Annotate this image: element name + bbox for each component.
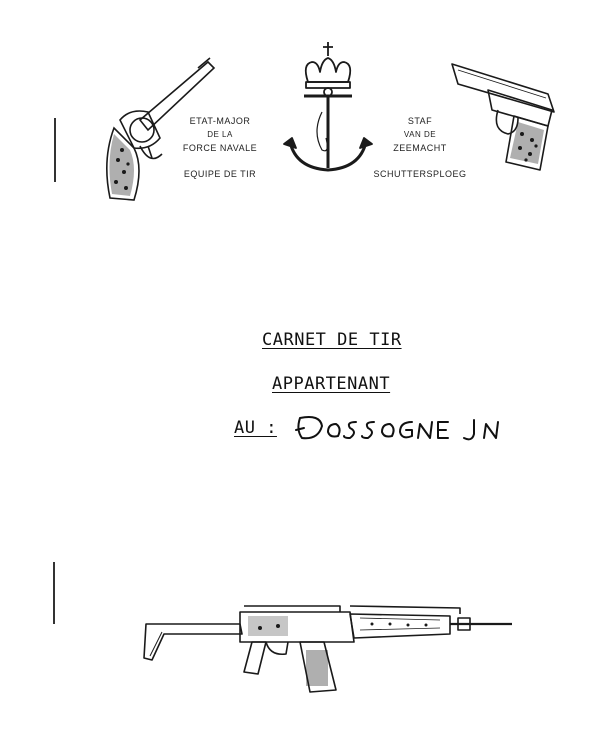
page-subtitle: APPARTENANT xyxy=(272,374,391,394)
header-left-line4: EQUIPE DE TIR xyxy=(183,169,257,179)
header-right-line1: STAF xyxy=(407,116,433,126)
page-title: CARNET DE TIR xyxy=(262,330,402,350)
pistol-icon xyxy=(448,50,568,180)
owner-signature-drawing xyxy=(294,406,510,446)
header-right-line3: ZEEMACHT xyxy=(393,143,447,153)
assault-rifle-icon xyxy=(140,598,520,698)
naval-anchor-crown-emblem xyxy=(282,42,374,182)
header-left xyxy=(180,116,260,179)
margin-bar-top xyxy=(54,118,56,182)
owner-label: AU : xyxy=(234,418,277,438)
header-right-line4: SCHUTTERSPLOEG xyxy=(373,169,467,179)
header-left-line2: DE LA xyxy=(207,130,233,139)
header-right-line2: VAN DE xyxy=(403,130,437,139)
margin-bar-bottom xyxy=(53,562,55,624)
header-left-line1: ETAT-MAJOR xyxy=(189,116,251,126)
header-left-line3: FORCE NAVALE xyxy=(182,143,258,153)
